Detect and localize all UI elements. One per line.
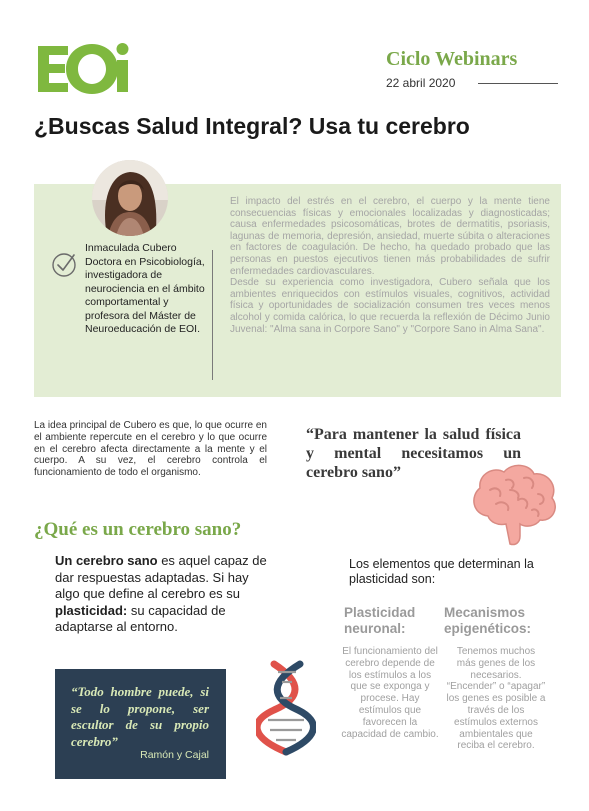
bio-divider	[212, 250, 213, 380]
definition-part-1: es aquel capaz de dar respuestas adaptadas. Si hay algo que define al cerebro es su	[55, 553, 267, 601]
speaker-name: Inmaculada Cubero	[85, 242, 177, 254]
intro-paragraph: La idea principal de Cubero es que, lo que ocurre en el ambiente repercute en el cerebro y lo que ocurre en el cerebro afecta directamente a la mente y el cuerpo. A su vez, el cerebro controla el funcionamiento de todo el organismo.	[34, 420, 267, 479]
column-text-2: Tenemos muchos más genes de los necesarios. “Encender” o “apagar” los genes es posible a través de los estímulos externos ambientales que reciba el cerebro.	[446, 646, 546, 752]
definition-part-2: su capacidad de adaptarse al entorno.	[55, 602, 226, 634]
column-text-1: El funcionamiento del cerebro depende de los estímulos a los que se exponga y procese. Hay estímulos que favorecen la capacidad de cambio.	[341, 646, 439, 740]
event-date: 22 abril 2020	[386, 76, 456, 90]
eoi-logo	[34, 40, 134, 98]
column-title-2: Mecanismos epigenéticos:	[444, 605, 532, 636]
definition-term: Un cerebro sano	[55, 553, 158, 568]
series-title: Ciclo Webinars	[386, 48, 518, 70]
panel-paragraph-1: El impacto del estrés en el cerebro, el cuerpo y la mente tiene consecuencias físicas y emocionales localizadas y diagnosticadas; causa enfermedades psicosomáticas, brotes de dermatitis, psoriasis, lagunas de memoria, depresión, ansiedad, muerte súbita o alteraciones en factores de coagulación. De hecho, ha quedado probado que las personas en puestos ejecutivos tienen más probabilidades de sufrir enfermedades cardiovasculares.	[230, 196, 550, 277]
panel-body	[230, 196, 550, 335]
definition-text	[55, 553, 270, 636]
quote-author: Ramón y Cajal	[140, 749, 209, 761]
speaker-avatar	[92, 160, 168, 236]
column-title-1: Plasticidad neuronal:	[344, 605, 416, 636]
panel-paragraph-2: Desde su experiencia como investigadora, Cubero señala que los ambientes enriquecidos con estímulos visuales, cognitivos, actividad física y oportunidades de socialización consumen tres veces menos alcohol y comida calórica, lo que recuerda la reflexión de Décimo Junio Juvenal: "Alma sana in Corpore Sano" y "Corpore Sano in Alma Sana".	[230, 277, 550, 335]
check-circle-icon	[50, 251, 78, 279]
page-title: ¿Buscas Salud Integral? Usa tu cerebro	[34, 113, 470, 139]
speaker-role: Doctora en Psicobiología, investigadora de neurociencia en el ámbito comportamental y profesora del Máster de Neuroeducación de EOI.	[85, 256, 205, 336]
highlight-quote: “Para mantener la salud física y mental necesitamos un cerebro sano”	[306, 426, 521, 481]
brain-icon	[466, 460, 562, 550]
cajal-quote: “Todo hombre puede, si se lo propone, ser escultor de su propio cerebro”	[71, 684, 209, 749]
definition-term-2: plasticidad:	[55, 602, 128, 618]
elements-intro: Los elementos que determinan la plasticidad son:	[349, 557, 534, 586]
section-title: ¿Qué es un cerebro sano?	[34, 519, 242, 540]
dna-icon	[256, 660, 316, 756]
date-divider	[478, 83, 558, 84]
